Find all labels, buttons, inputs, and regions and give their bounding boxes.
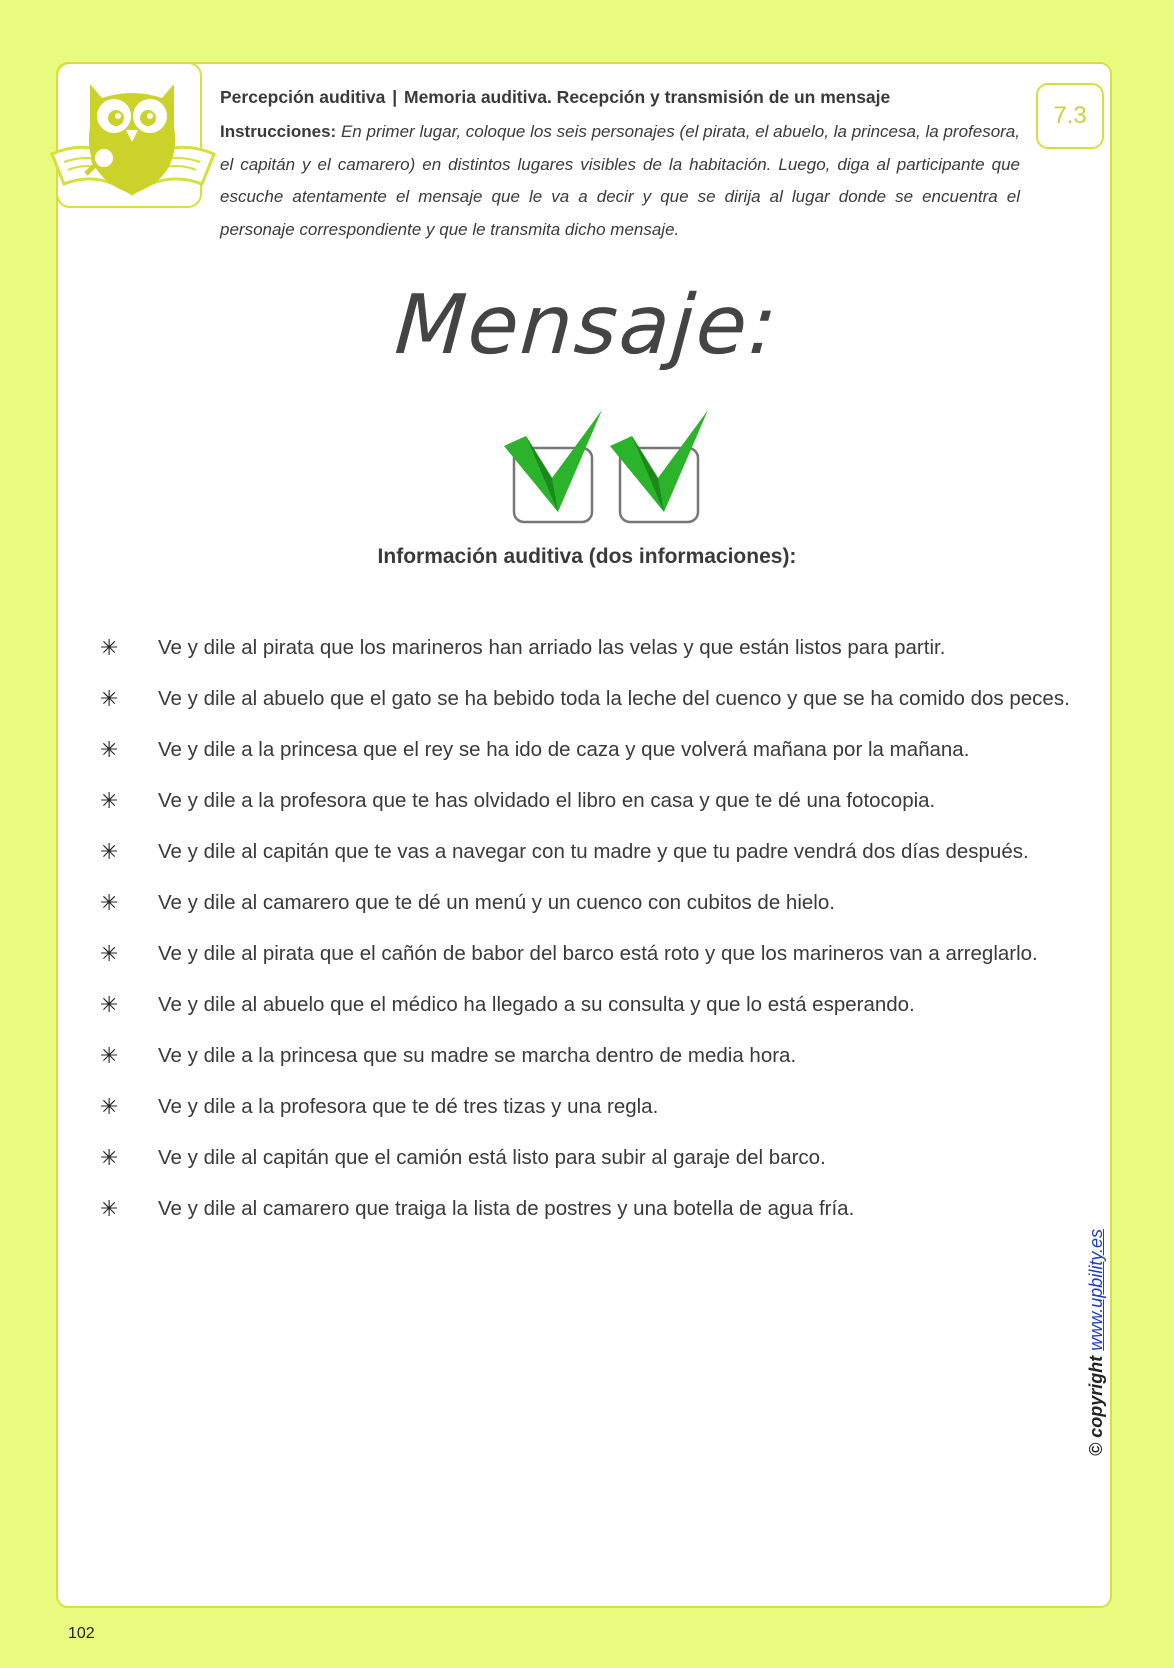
page-number: 102 <box>68 1625 95 1642</box>
list-item: ✳ Ve y dile al capitán que el camión está listo para subir al garaje del barco. <box>100 1132 1072 1183</box>
list-item: ✳ Ve y dile a la profesora que te has olvidado el libro en casa y que te dé una fotocopia. <box>100 775 1072 826</box>
list-item: ✳ Ve y dile al pirata que el cañón de babor del barco está roto y que los marineros van a arreglarlo. <box>100 928 1072 979</box>
checkmark-1 <box>504 410 602 522</box>
asterisk-bullet-icon: ✳ <box>100 686 119 711</box>
asterisk-bullet-icon: ✳ <box>100 992 119 1017</box>
list-item: ✳ Ve y dile al abuelo que el médico ha llegado a su consulta y que lo está esperando. <box>100 979 1072 1030</box>
title-separator: | <box>392 87 398 107</box>
page-title: Mensaje: <box>392 278 782 373</box>
copyright-notice <box>1086 1229 1107 1456</box>
header <box>220 84 1020 246</box>
asterisk-bullet-icon: ✳ <box>100 1043 119 1068</box>
asterisk-bullet-icon: ✳ <box>100 788 119 813</box>
list-item: ✳ Ve y dile a la profesora que te dé tres tizas y una regla. <box>100 1081 1072 1132</box>
copyright-link[interactable]: www.upbility.es <box>1086 1229 1106 1351</box>
copyright-label: © copyright <box>1086 1355 1106 1456</box>
title-category: Percepción auditiva <box>220 87 386 107</box>
title-activity: Memoria auditiva. Recepción y transmisión de un mensaje <box>404 87 891 107</box>
asterisk-bullet-icon: ✳ <box>100 839 119 864</box>
owl-reading-book-icon <box>42 66 222 216</box>
list-item: ✳ Ve y dile al abuelo que el gato se ha bebido toda la leche del cuenco y que se ha comido dos peces. <box>100 673 1072 724</box>
logo-box <box>56 62 202 208</box>
green-checkmark-box-icon <box>504 408 714 528</box>
asterisk-bullet-icon: ✳ <box>100 941 119 966</box>
asterisk-bullet-icon: ✳ <box>100 890 119 915</box>
asterisk-bullet-icon: ✳ <box>100 1196 119 1221</box>
instructions <box>220 116 1020 246</box>
asterisk-bullet-icon: ✳ <box>100 635 119 660</box>
activity-title <box>220 84 1020 110</box>
list-item: ✳ Ve y dile al camarero que te dé un menú y un cuenco con cubitos de hielo. <box>100 877 1072 928</box>
check-icons <box>504 408 714 528</box>
section-badge: 7.3 <box>1036 83 1104 149</box>
checkmark-2 <box>610 410 708 522</box>
list-item: ✳ Ve y dile a la princesa que su madre se marcha dentro de media hora. <box>100 1030 1072 1081</box>
instructions-text: En primer lugar, coloque los seis personajes (el pirata, el abuelo, la princesa, la profesora, el capitán y el camarero) en distintos lugares visibles de la habitación. Luego, diga al participante que escuche atentamente el mensaje que le va a decir y que se dirija al lugar donde se encuentra el personaje correspondiente y que le transmita dicho mensaje. <box>220 122 1020 239</box>
message-list <box>100 622 1072 1234</box>
asterisk-bullet-icon: ✳ <box>100 737 119 762</box>
subheading: Información auditiva (dos informaciones): <box>377 545 797 568</box>
list-item: ✳ Ve y dile al capitán que te vas a navegar con tu madre y que tu padre vendrá dos días después. <box>100 826 1072 877</box>
list-item: ✳ Ve y dile al pirata que los marineros han arriado las velas y que están listos para partir. <box>100 622 1072 673</box>
instructions-label: Instrucciones: <box>220 122 337 141</box>
list-item: ✳ Ve y dile al camarero que traiga la lista de postres y una botella de agua fría. <box>100 1183 1072 1234</box>
asterisk-bullet-icon: ✳ <box>100 1145 119 1170</box>
list-item: ✳ Ve y dile a la princesa que el rey se ha ido de caza y que volverá mañana por la mañana. <box>100 724 1072 775</box>
asterisk-bullet-icon: ✳ <box>100 1094 119 1119</box>
